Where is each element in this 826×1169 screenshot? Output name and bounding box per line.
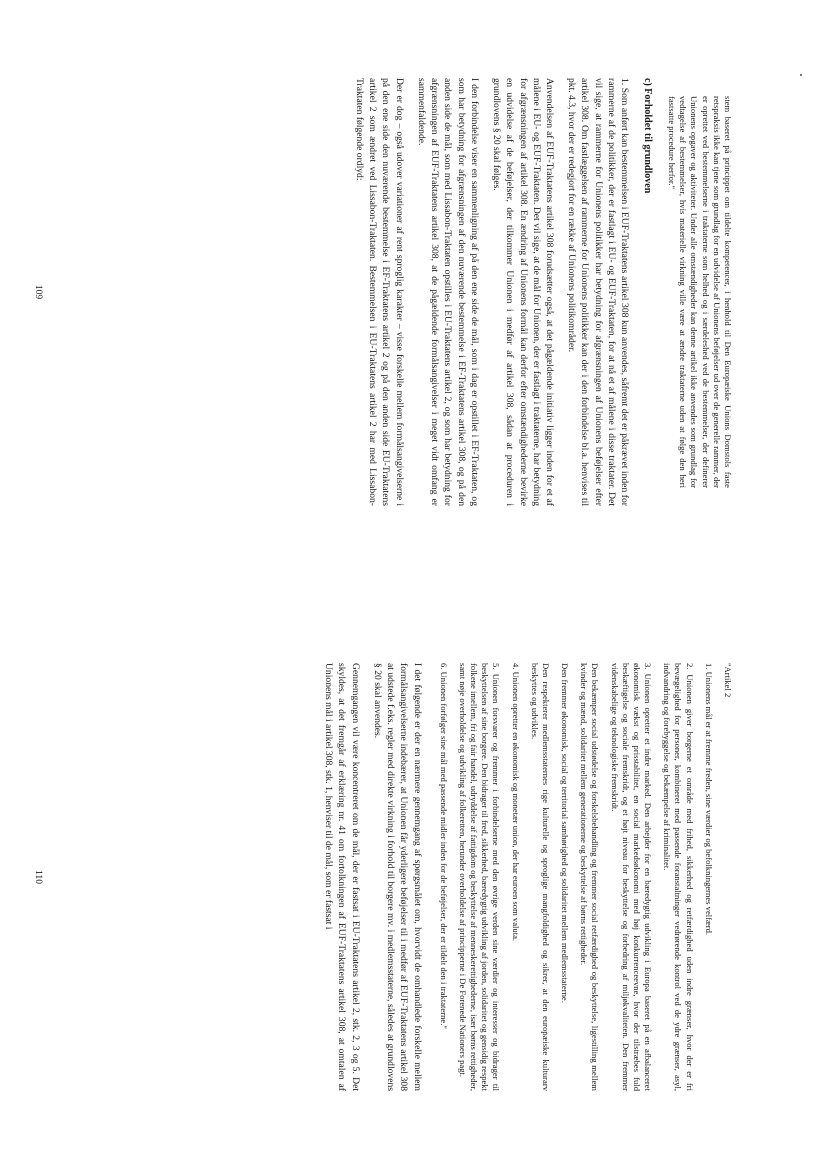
quote-item: 1. Unionens mål er at fremme freden, sine værdier og befolkningernes velfærd. — [703, 663, 714, 936]
quote-item: Den respekterer medlemsstaternes rige kulturelle og sproglige mangfoldighed og sikrer, at den europæiske kulturarv beskyttes og udvikles. — [529, 663, 551, 1091]
quote-item: Den fremmer økonomisk, social og territorial samhørighed og solidaritet mellem medlemsstaterne. — [560, 663, 571, 1003]
page-number: 109 — [33, 284, 44, 300]
quote-item: 4. Unionen opretter en økonomisk og monetær union, der har euroen som valuta. — [510, 663, 521, 942]
page-109-content — [344, 78, 733, 506]
section-heading: c) Forholdet til grundloven — [641, 78, 653, 194]
paragraph: Gennemgangen vil være koncentreret om de mål, der er fastsat i EU-Traktatens artikel 2, stk. 2, 3 og 5. Det skyldes, at det fremgår af erklæring nr. 41 om fortolkningen af EUF-Traktatens artikel 308, at omtalen af Unionens mål i artikel 308, stk. 1, henviser til de mål, som er fastsat i — [323, 663, 361, 1091]
intro-quote: stem baseret på princippet om tildelte kompetencer, i henhold til Den Europæiske Unions Domstols faste retspraksis ikke kan tjene som grundlag for en udvidelse af Unionens beføjelser ud over de generelle rammer, der er oprettet ved bestemmelserne i traktaterne som helhed og i særdeleshed ved de bestemmelser, der definerer Unionens opgaver og aktiviteter. Under alle omstændigheder kan denne artikel ikke anvendes som grundlag for vedtagelse af bestemmelser, hvis materielle virkning ville være at ændre traktaterne uden at følge den heri fastsatte procedure herfor." — [667, 96, 733, 488]
page-110 — [0, 585, 826, 1169]
page-number: 110 — [33, 869, 44, 885]
article-2-quote — [438, 663, 733, 1091]
quote-item: 5. Unionen forsvarer og fremmer i forbindelserne med den øvrige verden sine værdier og interesser og bidrager til beskyttelsen af sine borgere. Den bidrager til fred, sikkerhed, bæredygtig udvikling af jorden, solidaritet og gensidig respekt folkene imellem, fri og fair handel, udryddelse af fattigdom og beskyttelse af menneskerettighederne, især børns rettigheder, samt nøje overholdelse og udvikling af folkeretten, herunder overholdelse af principperne i De Forenede Nationers pagt. — [457, 663, 502, 1091]
paragraph: Anvendelsen af EUF-Traktatens artikel 308 forudsætter også, at det pågældende initiativ ligger inden for et af målene i EU- og EUF-Traktaten. Det vil sige, at de mål for Unionen, der er fastlagt i traktaterne, har betydning for afgrænsningen af artikel 308. En ændring af Unionens formål kan derfor efter omstændighederne bevirke en udvidelse af de beføjelser, der tilkommer Unionen i medfør af artikel 308, sådan at proceduren i grundlovens § 20 skal følges. — [491, 78, 555, 506]
paragraph: I det følgende er der en nærmere gennemgang af spørgsmålet om, hvorvidt de omhandlede forskelle mellem formålsangivelserne indebærer, at Unionen får yderligere beføjelser til i medfør af EUF-Traktatens artikel 308 at udstede f.eks. regler med direkte virkning i forhold til borgere mv. i medlemsstaterne, således at grundlovens § 20 skal anvendes. — [371, 663, 423, 1091]
quote-item: 3. Unionen opretter et indre marked. Den arbejder for en bæredygtig udvikling i Europa baseret på en afbalanceret økonomisk vækst og prisstabilitet, en social markedsøkonomi med høj konkurrenceevne, hvor der tilstræbes fuld beskæftigelse og sociale fremskridt, og et højt niveau for beskyttelse og forbedring af miljøkvaliteten. Den fremmer videnskabelige og teknologiske fremskridt. — [609, 663, 654, 1091]
quote-item: 6. Unionen forfølger sine mål med passende midler inden for de beføjelser, der er tildelt den i traktaterne." — [438, 663, 449, 1029]
paragraph: 1. Som anført kan bestemmelsen i EUF-Traktatens artikel 308 kun anvendes, såfremt det er påkrævet inden for rammerne af de politikker, der er fastlagt i EU- og EUF-Traktaten, for at nå et af målene i disse traktater. Det vil sige, at rammerne for Unionens politikker har betydning for afgrænsningen af Unionens beføjelser efter artikel 308. Om fastlæggelsen af rammerne for Unionens politikker kan der i den forbindelse bl.a. henvises til pkt. 4.3, hvor der er redegjort for en række af Unionens politikområder. — [566, 78, 631, 506]
paragraph: Der er dog – også udover variationer af rent sproglig karakter – visse forskelle mellem formålsangivelserne i på den ene side den nuværende bestemmelse i EF-Traktatens artikel 2 og på den anden side EU-Traktatens artikel 2 som ændret ved Lissabon-Traktaten. Bestemmelsen i EU-Traktatens artikel 2 har med Lissabon-Traktaten følgende ordlyd: — [353, 78, 405, 506]
scan-dot — [800, 74, 802, 76]
quote-title: "Artikel 2 — [723, 663, 733, 698]
quote-item: 2. Unionen giver borgerne et område med frihed, sikkerhed og retfærdighed uden indre grænser, hvor der er fri bevægelighed for personer, kombineret med passende foranstaltninger vedrørende kontrol ved de ydre grænser, asyl, indvandring og forebyggelse og bekæmpelse af kriminalitet. — [662, 663, 695, 1091]
page-110-content — [313, 663, 733, 1091]
quote-item: Den bekæmper social udstødelse og forskelsbehandling og fremmer social retfærdighed og beskyttelse, ligestilling mellem kvinder og mænd, solidaritet mellem generationerne og beskyttelse af børns rettigheder. — [579, 663, 601, 1091]
page-109 — [0, 0, 826, 584]
paragraph: I den forbindelse viser en sammenligning af på den ene side de mål, som i dag er opstillet i EF-Traktaten, og som har betydning for afgrænsningen af den nuværende bestemmelse i EF-Traktatens artikel 308, og på den anden side de mål, som med Lissabon-Traktaten opstilles i EU-Traktatens artikel 2, og som har betydning for afgrænsningen af EUF-Traktatens artikel 308, at de pågældende formålsangivelser i meget vidt omfang er sammenfaldende. — [415, 78, 480, 506]
